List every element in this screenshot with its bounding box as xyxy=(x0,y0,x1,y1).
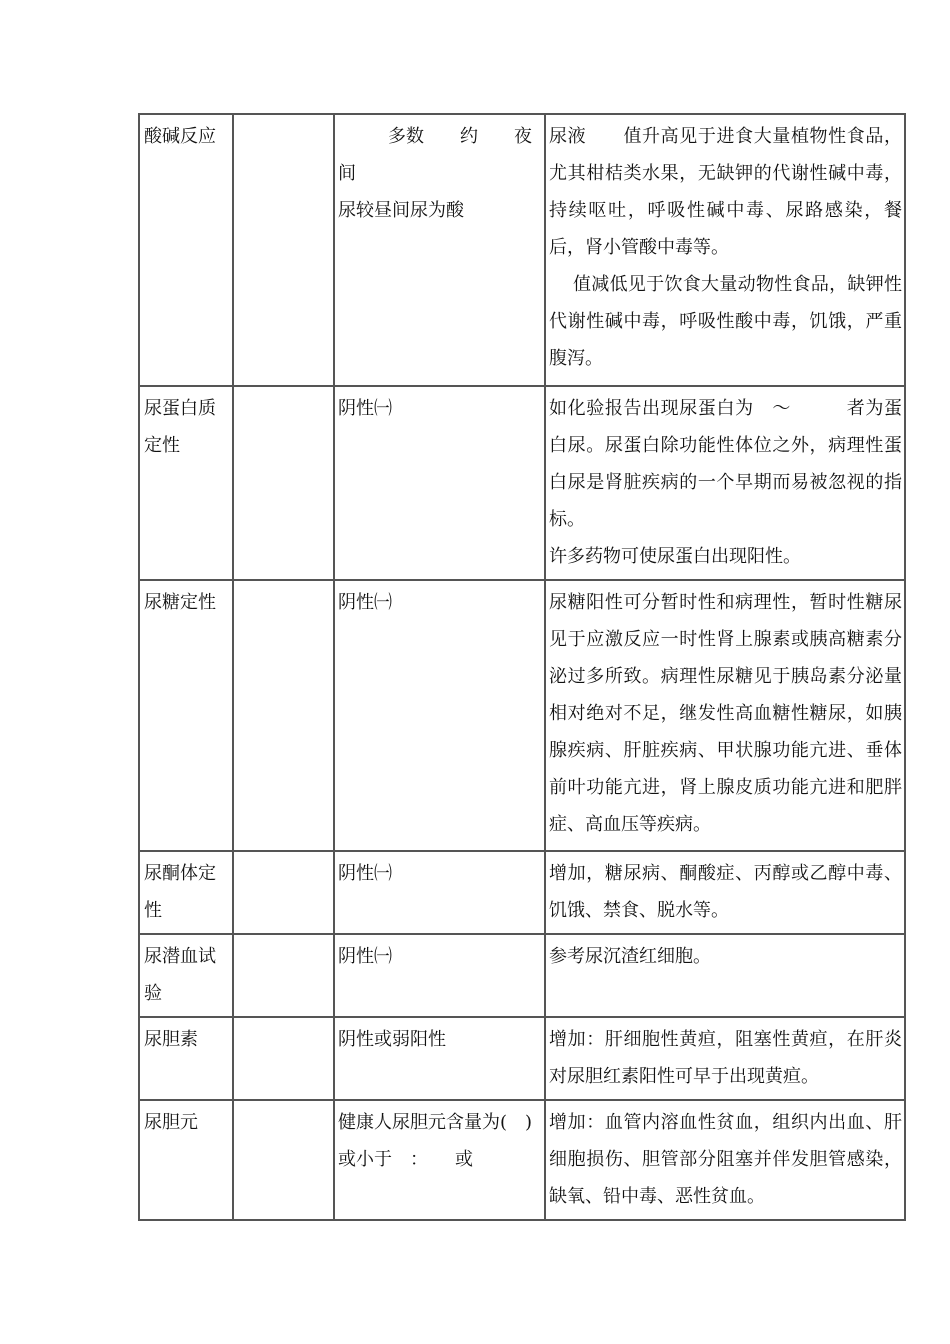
meaning-paragraph: 增加，糖尿病、酮酸症、丙醇或乙醇中毒、饥饿、禁食、脱水等。 xyxy=(549,863,902,921)
normal-line: 多数 约 夜间 xyxy=(338,126,532,184)
normal-value xyxy=(335,115,546,387)
item-name: 尿酮体定性 xyxy=(140,852,234,935)
meaning-paragraph: 尿液 值升高见于进食大量植物性食品，尤其柑桔类水果，无缺钾的代谢性碱中毒，持续呕吐，呼吸性碱中毒、尿路感染，餐后，肾小管酸中毒等。 xyxy=(549,126,902,258)
item-name: 尿蛋白质定性 xyxy=(140,387,234,581)
meaning-paragraph: 许多药物可使尿蛋白出现阳性。 xyxy=(549,546,801,567)
meaning-paragraph: 增加：血管内溶血性贫血，组织内出血、肝细胞损伤、胆管部分阻塞并伴发胆管感染，缺氧、铅中毒、恶性贫血。 xyxy=(549,1112,902,1207)
meaning-paragraph: 尿糖阳性可分暂时性和病理性，暂时性糖尿见于应激反应一时性肾上腺素或胰高糖素分泌过多所致。病理性尿糖见于胰岛素分泌量相对绝对不足，继发性高血糖性糖尿，如胰腺疾病、肝脏疾病、甲状腺功能亢进、垂体前叶功能亢进，肾上腺皮质功能亢进和肥胖症、高血压等疾病。 xyxy=(549,592,902,835)
item-name: 尿糖定性 xyxy=(140,581,234,852)
normal-value xyxy=(335,387,546,581)
clinical-significance xyxy=(546,1101,906,1221)
normal-line: 或小于 ： 或 xyxy=(338,1149,473,1170)
normal-value xyxy=(335,852,546,935)
meaning-paragraph: 参考尿沉渣红细胞。 xyxy=(549,946,711,967)
meaning-paragraph: 如化验报告出现尿蛋白为 ～ 者为蛋白尿。尿蛋白除功能性体位之外，病理性蛋白尿是肾脏疾病的一个早期而易被忽视的指标。 xyxy=(549,398,902,530)
clinical-significance xyxy=(546,1018,906,1101)
table-row xyxy=(140,115,906,387)
table-row xyxy=(140,935,906,1018)
normal-value xyxy=(335,581,546,852)
normal-line: 阴性㈠ xyxy=(338,398,392,419)
normal-line: 阴性㈠ xyxy=(338,863,392,884)
table-row xyxy=(140,852,906,935)
normal-line: 健康人尿胆元含量为( ) xyxy=(338,1112,533,1133)
meaning-paragraph: 增加：肝细胞性黄疸，阻塞性黄疸，在肝炎对尿胆红素阳性可早于出现黄疸。 xyxy=(549,1029,902,1087)
document-page xyxy=(138,113,904,1221)
table-row xyxy=(140,387,906,581)
clinical-significance xyxy=(546,115,906,387)
unit-cell xyxy=(234,115,335,387)
item-name: 酸碱反应 xyxy=(140,115,234,387)
item-name: 尿胆素 xyxy=(140,1018,234,1101)
table-row xyxy=(140,1101,906,1221)
unit-cell xyxy=(234,581,335,852)
normal-line: 阴性㈠ xyxy=(338,592,392,613)
table-row xyxy=(140,1018,906,1101)
normal-line: 阴性㈠ xyxy=(338,946,392,967)
table-row xyxy=(140,581,906,852)
unit-cell xyxy=(234,935,335,1018)
urinalysis-reference-table xyxy=(138,113,906,1221)
normal-line: 尿较昼间尿为酸 xyxy=(338,200,464,221)
clinical-significance xyxy=(546,387,906,581)
clinical-significance xyxy=(546,852,906,935)
unit-cell xyxy=(234,387,335,581)
clinical-significance xyxy=(546,935,906,1018)
unit-cell xyxy=(234,1018,335,1101)
unit-cell xyxy=(234,1101,335,1221)
normal-value xyxy=(335,935,546,1018)
normal-value xyxy=(335,1101,546,1221)
normal-value xyxy=(335,1018,546,1101)
meaning-paragraph: 值减低见于饮食大量动物性食品，缺钾性代谢性碱中毒，呼吸性酸中毒，饥饿，严重腹泻。 xyxy=(549,274,902,369)
item-name: 尿胆元 xyxy=(140,1101,234,1221)
item-name: 尿潜血试验 xyxy=(140,935,234,1018)
clinical-significance xyxy=(546,581,906,852)
normal-line: 阴性或弱阳性 xyxy=(338,1029,446,1050)
unit-cell xyxy=(234,852,335,935)
